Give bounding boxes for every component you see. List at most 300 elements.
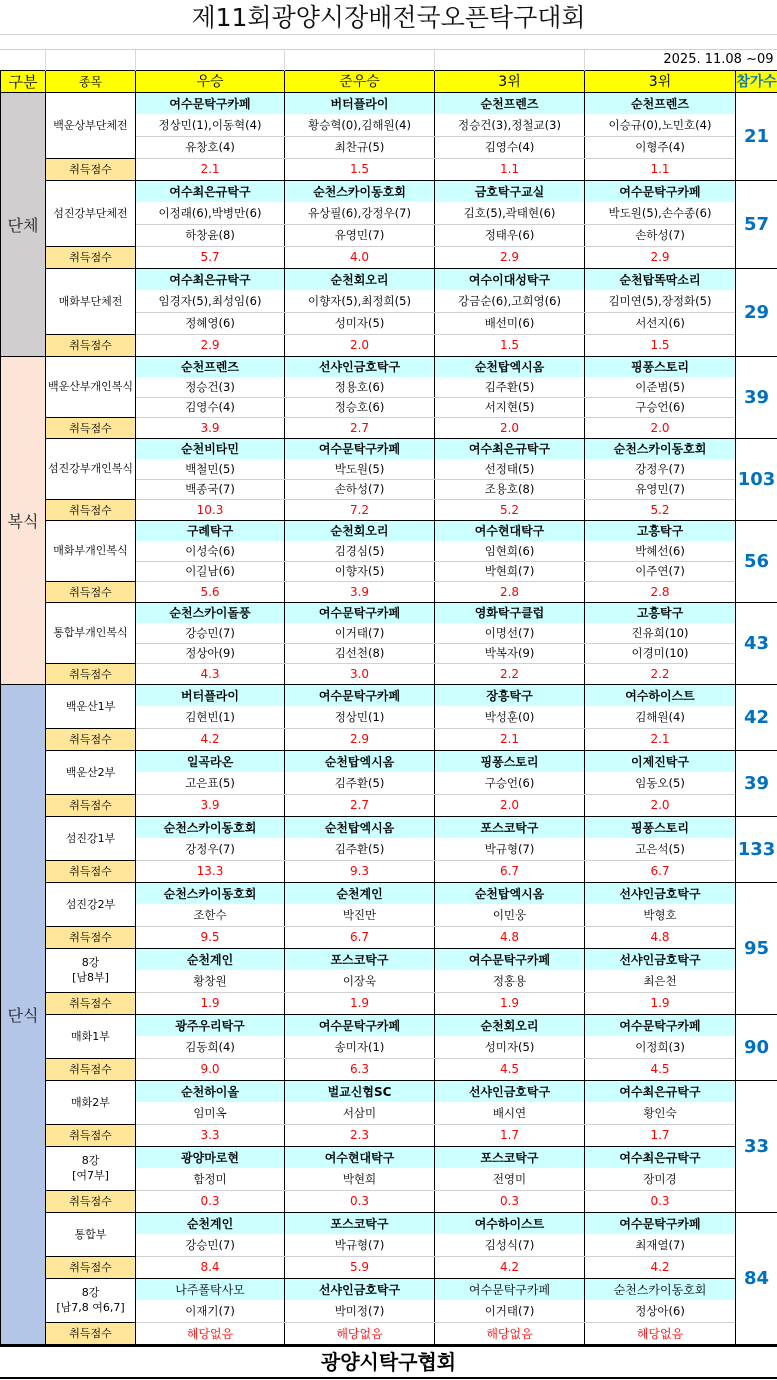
page-title: 제11회광양시장배전국오픈탁구대회	[0, 0, 777, 35]
score-value: 4.2	[585, 1256, 736, 1278]
team-name: 여수문탁구카페	[285, 1014, 435, 1036]
score-value: 0.3	[285, 1190, 435, 1212]
header-participants: 참가수	[736, 70, 777, 92]
player-names: 유상필(6),강정우(7)	[285, 202, 435, 224]
team-name: 순천회오리	[285, 520, 435, 541]
team-name: 이제진탁구	[585, 750, 736, 772]
player-names: 임동오(5)	[585, 772, 736, 794]
score-row	[1, 582, 777, 603]
score-value: 1.7	[585, 1124, 736, 1146]
player-names: 유영민(7)	[285, 224, 435, 246]
team-name: 영화탁구클럽	[435, 602, 585, 623]
player-names: 서지현(5)	[435, 397, 585, 418]
score-value: 2.3	[285, 1124, 435, 1146]
player-names: 김호(5),곽태현(6)	[435, 202, 585, 224]
player-names: 이거태(7)	[285, 623, 435, 644]
header-row	[1, 70, 777, 92]
team-name: 여수최은규탁구	[585, 1080, 736, 1102]
score-label: 취득점수	[46, 1256, 136, 1278]
score-value: 2.0	[585, 794, 736, 816]
player-names: 이승규(0),노민호(4)	[585, 114, 736, 136]
player-names: 정혜영(6)	[136, 312, 285, 334]
score-row	[1, 246, 777, 268]
team-name: 선샤인금호탁구	[585, 948, 736, 970]
team-name: 여수이대성탁구	[435, 268, 585, 290]
player-names: 이경미(10)	[585, 643, 736, 664]
score-value: 9.0	[136, 1058, 285, 1080]
event-name: 백운상부단체전	[46, 92, 136, 158]
score-value: 3.9	[285, 582, 435, 603]
team-name: 여수문탁구카페	[435, 948, 585, 970]
team-row	[1, 948, 777, 970]
score-value: 1.9	[585, 992, 736, 1014]
player-names: 이준범(5)	[585, 377, 736, 398]
score-value: 1.7	[435, 1124, 585, 1146]
team-name: 여수최은규탁구	[435, 438, 585, 459]
participant-count: 95	[736, 882, 777, 1014]
team-row	[1, 1278, 777, 1300]
player-names: 김성식(7)	[435, 1234, 585, 1256]
player-names: 구승언(6)	[435, 772, 585, 794]
score-label: 취득점수	[46, 334, 136, 356]
score-row	[1, 926, 777, 948]
event-name: 8강 [남8부]	[46, 948, 136, 992]
team-name: 여수문탁구카페	[136, 92, 285, 114]
score-row	[1, 1058, 777, 1080]
score-value: 7.2	[285, 500, 435, 521]
team-name: 고흥탁구	[585, 520, 736, 541]
team-name: 순천탑똑딱소리	[585, 268, 736, 290]
team-row	[1, 268, 777, 290]
team-name: 순천프렌즈	[435, 92, 585, 114]
player-names: 장미경	[585, 1168, 736, 1190]
team-name: 순천계인	[136, 948, 285, 970]
team-name: 포스코탁구	[435, 816, 585, 838]
score-value: 1.5	[585, 334, 736, 356]
score-row	[1, 992, 777, 1014]
player-names: 박혜선(6)	[585, 541, 736, 562]
score-value: 4.5	[585, 1058, 736, 1080]
player-names: 손하성(7)	[585, 224, 736, 246]
score-value: 5.6	[136, 582, 285, 603]
team-row	[1, 356, 777, 377]
score-value: 2.2	[435, 664, 585, 685]
player-names: 서삼미	[285, 1102, 435, 1124]
player-names: 정상민(1),이동혁(4)	[136, 114, 285, 136]
score-value: 해당없음	[585, 1322, 736, 1344]
team-name: 여수현대탁구	[285, 1146, 435, 1168]
player-names: 손하성(7)	[285, 479, 435, 500]
header-category: 구분	[1, 70, 46, 92]
score-value: 1.9	[285, 992, 435, 1014]
date-row	[1, 50, 777, 70]
event-name: 백운산1부	[46, 684, 136, 728]
player-names: 박현희(7)	[435, 561, 585, 582]
score-label: 취득점수	[46, 1190, 136, 1212]
score-value: 3.3	[136, 1124, 285, 1146]
team-name: 순천회오리	[435, 1014, 585, 1036]
team-row	[1, 816, 777, 838]
team-row	[1, 1080, 777, 1102]
team-name: 순천계인	[285, 882, 435, 904]
team-name: 순천회오리	[285, 268, 435, 290]
team-name: 포스코탁구	[285, 948, 435, 970]
score-value: 13.3	[136, 860, 285, 882]
score-value: 5.9	[285, 1256, 435, 1278]
event-name: 매화1부	[46, 1014, 136, 1058]
team-name: 포스코탁구	[285, 1212, 435, 1234]
team-row	[1, 1146, 777, 1168]
score-row	[1, 158, 777, 180]
team-name: 순천계인	[136, 1212, 285, 1234]
participant-count: 57	[736, 180, 777, 268]
team-name: 여수문탁구카페	[585, 1212, 736, 1234]
score-value: 0.3	[585, 1190, 736, 1212]
header-event: 종목	[46, 70, 136, 92]
player-names: 박규형(7)	[285, 1234, 435, 1256]
score-label: 취득점수	[46, 664, 136, 685]
score-value: 1.5	[285, 158, 435, 180]
score-value: 4.2	[136, 728, 285, 750]
team-name: 순천프렌즈	[585, 92, 736, 114]
event-date: 2025. 11.08 ~09	[663, 52, 774, 68]
player-names: 함정미	[136, 1168, 285, 1190]
score-label: 취득점수	[46, 582, 136, 603]
score-value: 2.9	[585, 246, 736, 268]
score-value: 2.0	[585, 418, 736, 439]
team-name: 장흥탁구	[435, 684, 585, 706]
player-names: 조한수	[136, 904, 285, 926]
player-names: 최은천	[585, 970, 736, 992]
player-names: 전영미	[435, 1168, 585, 1190]
score-label: 취득점수	[46, 1124, 136, 1146]
team-name: 여수문탁구카페	[585, 180, 736, 202]
player-names: 박복자(9)	[435, 643, 585, 664]
team-row	[1, 180, 777, 202]
event-name: 매화부개인복식	[46, 520, 136, 582]
score-value: 6.7	[585, 860, 736, 882]
score-row	[1, 860, 777, 882]
player-names: 이주연(7)	[585, 561, 736, 582]
score-value: 4.8	[435, 926, 585, 948]
spacer-row	[0, 35, 777, 50]
score-label: 취득점수	[46, 926, 136, 948]
team-name: 여수최은규탁구	[136, 180, 285, 202]
player-names: 김영수(4)	[435, 136, 585, 158]
participant-count: 90	[736, 1014, 777, 1080]
section-label: 단식	[1, 684, 46, 1344]
player-names: 최찬규(5)	[285, 136, 435, 158]
player-names: 서선지(6)	[585, 312, 736, 334]
player-names: 백철민(5)	[136, 459, 285, 480]
header-third-b: 3위	[585, 70, 736, 92]
player-names: 강승민(7)	[136, 623, 285, 644]
score-value: 2.8	[585, 582, 736, 603]
player-names: 선정태(5)	[435, 459, 585, 480]
player-names: 박규형(7)	[435, 838, 585, 860]
player-names: 정승호(6)	[285, 397, 435, 418]
player-names: 하창윤(8)	[136, 224, 285, 246]
team-row	[1, 750, 777, 772]
score-label: 취득점수	[46, 246, 136, 268]
score-value: 2.9	[136, 334, 285, 356]
team-name: 여수문탁구카페	[285, 602, 435, 623]
score-row	[1, 664, 777, 685]
player-names: 성미자(5)	[285, 312, 435, 334]
team-name: 여수문탁구카페	[285, 438, 435, 459]
player-names: 김미연(5),장정화(5)	[585, 290, 736, 312]
player-names: 박성훈(0)	[435, 706, 585, 728]
player-names: 이재기(7)	[136, 1300, 285, 1322]
team-name: 순천스카이동호회	[285, 180, 435, 202]
player-names: 이길남(6)	[136, 561, 285, 582]
team-name: 순천스카이돌풍	[136, 602, 285, 623]
player-names: 배시연	[435, 1102, 585, 1124]
player-names: 정승건(3)	[136, 377, 285, 398]
team-name: 순천비타민	[136, 438, 285, 459]
team-name: 선샤인금호탁구	[435, 1080, 585, 1102]
player-names: 김동희(4)	[136, 1036, 285, 1058]
header-first: 우승	[136, 70, 285, 92]
organizer-footer: 광양시탁구협회	[0, 1345, 777, 1379]
score-row	[1, 1124, 777, 1146]
player-names: 김주환(5)	[285, 838, 435, 860]
participant-count: 103	[736, 438, 777, 520]
score-value: 1.1	[585, 158, 736, 180]
event-name: 섬진강부단체전	[46, 180, 136, 246]
team-name: 구례탁구	[136, 520, 285, 541]
score-value: 0.3	[435, 1190, 585, 1212]
score-value: 해당없음	[435, 1322, 585, 1344]
player-names: 고은석(5)	[585, 838, 736, 860]
score-row	[1, 418, 777, 439]
event-name: 백운산2부	[46, 750, 136, 794]
team-name: 순천스카이동호회	[136, 816, 285, 838]
player-names: 김경심(5)	[285, 541, 435, 562]
player-names: 김해원(4)	[585, 706, 736, 728]
player-names: 이향자(5),최정희(5)	[285, 290, 435, 312]
event-name: 백운산부개인복식	[46, 356, 136, 418]
team-row	[1, 602, 777, 623]
score-label: 취득점수	[46, 728, 136, 750]
player-names: 김주환(5)	[285, 772, 435, 794]
team-name: 핑퐁스토리	[585, 816, 736, 838]
player-names: 송미자(1)	[285, 1036, 435, 1058]
player-names: 고은표(5)	[136, 772, 285, 794]
section-label: 복식	[1, 356, 46, 684]
score-value: 10.3	[136, 500, 285, 521]
team-row	[1, 520, 777, 541]
score-value: 2.2	[585, 664, 736, 685]
team-name: 포스코탁구	[435, 1146, 585, 1168]
team-name: 핑퐁스토리	[585, 356, 736, 377]
team-name: 금호탁구교실	[435, 180, 585, 202]
event-name: 섬진강1부	[46, 816, 136, 860]
player-names: 유창호(4)	[136, 136, 285, 158]
team-name: 버터플라이	[285, 92, 435, 114]
score-row	[1, 1256, 777, 1278]
player-names: 정승건(3),정철교(3)	[435, 114, 585, 136]
team-name: 일곡라온	[136, 750, 285, 772]
team-row	[1, 92, 777, 114]
participant-count: 21	[736, 92, 777, 180]
team-name: 여수문탁구카페	[435, 1278, 585, 1300]
team-name: 핑퐁스토리	[435, 750, 585, 772]
score-value: 1.1	[435, 158, 585, 180]
event-name: 8강 [남7,8 여6,7]	[46, 1278, 136, 1322]
score-value: 2.9	[285, 728, 435, 750]
team-name: 순천스카이동호회	[585, 1278, 736, 1300]
player-names: 구승언(6)	[585, 397, 736, 418]
team-name: 나주폴탁사모	[136, 1278, 285, 1300]
player-names: 이정래(6),박병만(6)	[136, 202, 285, 224]
event-name: 8강 [여7부]	[46, 1146, 136, 1190]
event-name: 매화2부	[46, 1080, 136, 1124]
player-names: 정상민(1)	[285, 706, 435, 728]
score-row	[1, 728, 777, 750]
score-value: 4.3	[136, 664, 285, 685]
score-value: 2.0	[435, 794, 585, 816]
player-names: 이명선(7)	[435, 623, 585, 644]
player-names: 정태우(6)	[435, 224, 585, 246]
player-names: 박진만	[285, 904, 435, 926]
score-value: 4.0	[285, 246, 435, 268]
results-table	[0, 50, 777, 1345]
score-value: 2.0	[435, 418, 585, 439]
score-value: 6.7	[435, 860, 585, 882]
score-label: 취득점수	[46, 860, 136, 882]
team-name: 여수현대탁구	[435, 520, 585, 541]
event-name: 섬진강2부	[46, 882, 136, 926]
player-names: 이민웅	[435, 904, 585, 926]
team-row	[1, 684, 777, 706]
player-names: 박도원(5),손수종(6)	[585, 202, 736, 224]
player-names: 조용호(8)	[435, 479, 585, 500]
player-names: 황창원	[136, 970, 285, 992]
score-label: 취득점수	[46, 1058, 136, 1080]
team-name: 여수최은규탁구	[585, 1146, 736, 1168]
score-value: 해당없음	[136, 1322, 285, 1344]
score-value: 5.2	[585, 500, 736, 521]
team-name: 순천스카이동호회	[585, 438, 736, 459]
player-names: 이정희(3)	[585, 1036, 736, 1058]
participant-count: 43	[736, 602, 777, 684]
team-row	[1, 1014, 777, 1036]
team-name: 선샤인금호탁구	[285, 1278, 435, 1300]
player-names: 이장욱	[285, 970, 435, 992]
event-name: 섬진강부개인복식	[46, 438, 136, 500]
score-row	[1, 1322, 777, 1344]
player-names: 김현빈(1)	[136, 706, 285, 728]
score-value: 4.5	[435, 1058, 585, 1080]
player-names: 박도원(5)	[285, 459, 435, 480]
score-value: 4.8	[585, 926, 736, 948]
score-value: 3.9	[136, 418, 285, 439]
score-value: 2.8	[435, 582, 585, 603]
event-name: 통합부	[46, 1212, 136, 1256]
team-name: 여수문탁구카페	[285, 684, 435, 706]
score-row	[1, 1190, 777, 1212]
score-value: 8.4	[136, 1256, 285, 1278]
score-value: 2.7	[285, 794, 435, 816]
score-value: 6.3	[285, 1058, 435, 1080]
player-names: 성미자(5)	[435, 1036, 585, 1058]
score-value: 2.0	[285, 334, 435, 356]
score-value: 2.9	[435, 246, 585, 268]
player-names: 이성숙(6)	[136, 541, 285, 562]
score-label: 취득점수	[46, 500, 136, 521]
score-label: 취득점수	[46, 418, 136, 439]
team-name: 여수문탁구카페	[585, 1014, 736, 1036]
team-row	[1, 1212, 777, 1234]
player-names: 강승민(7)	[136, 1234, 285, 1256]
player-names: 강금순(6),고희영(6)	[435, 290, 585, 312]
player-names: 김선천(8)	[285, 643, 435, 664]
header-third-a: 3위	[435, 70, 585, 92]
player-names: 정상아(6)	[585, 1300, 736, 1322]
player-names: 백종국(7)	[136, 479, 285, 500]
player-names: 박형호	[585, 904, 736, 926]
player-names: 임경자(5),최성임(6)	[136, 290, 285, 312]
player-names: 김영수(4)	[136, 397, 285, 418]
score-value: 5.2	[435, 500, 585, 521]
team-name: 벌교신협SC	[285, 1080, 435, 1102]
player-names: 강정우(7)	[585, 459, 736, 480]
score-value: 2.1	[136, 158, 285, 180]
score-value: 2.1	[585, 728, 736, 750]
player-names: 임현희(6)	[435, 541, 585, 562]
player-names: 황인숙	[585, 1102, 736, 1124]
participant-count: 33	[736, 1080, 777, 1212]
event-name: 매화부단체전	[46, 268, 136, 334]
score-value: 2.7	[285, 418, 435, 439]
player-names: 정홍용	[435, 970, 585, 992]
player-names: 황승혁(0),김해원(4)	[285, 114, 435, 136]
team-name: 선샤인금호탁구	[585, 882, 736, 904]
score-value: 1.9	[136, 992, 285, 1014]
player-names: 박현희	[285, 1168, 435, 1190]
team-name: 여수최은규탁구	[136, 268, 285, 290]
team-name: 순천탑엑시옴	[435, 882, 585, 904]
team-name: 순천프렌즈	[136, 356, 285, 377]
score-value: 1.9	[435, 992, 585, 1014]
score-label: 취득점수	[46, 1322, 136, 1344]
header-second: 준우승	[285, 70, 435, 92]
score-row	[1, 334, 777, 356]
score-label: 취득점수	[46, 158, 136, 180]
participant-count: 56	[736, 520, 777, 602]
player-names: 이형주(4)	[585, 136, 736, 158]
player-names: 이향자(5)	[285, 561, 435, 582]
player-names: 김주환(5)	[435, 377, 585, 398]
event-name: 통합부개인복식	[46, 602, 136, 664]
team-name: 광주우리탁구	[136, 1014, 285, 1036]
score-value: 9.3	[285, 860, 435, 882]
team-name: 순천하이올	[136, 1080, 285, 1102]
score-value: 6.7	[285, 926, 435, 948]
player-names: 정상아(9)	[136, 643, 285, 664]
score-value: 5.7	[136, 246, 285, 268]
player-names: 이거태(7)	[435, 1300, 585, 1322]
participant-count: 29	[736, 268, 777, 356]
participant-count: 84	[736, 1212, 777, 1344]
score-value: 1.5	[435, 334, 585, 356]
team-name: 여수하이스트	[585, 684, 736, 706]
participant-count: 133	[736, 816, 777, 882]
team-name: 순천스카이동호회	[136, 882, 285, 904]
team-row	[1, 882, 777, 904]
score-value: 3.9	[136, 794, 285, 816]
